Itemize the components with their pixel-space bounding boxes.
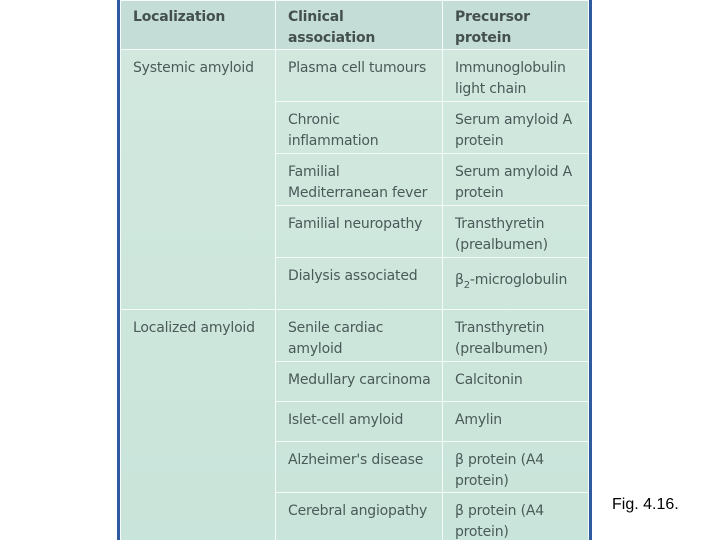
precursor-cell: Serum amyloid A protein — [443, 102, 589, 154]
precursor-cell: Serum amyloid A protein — [443, 154, 589, 206]
slide-sheet — [120, 0, 589, 540]
precursor-cell: Transthyretin (prealbumen) — [443, 310, 589, 362]
precursor-cell: Transthyretin (prealbumen) — [443, 206, 589, 258]
precursor-cell — [443, 258, 589, 310]
localization-cell: Systemic amyloid — [121, 50, 276, 310]
association-cell: Islet-cell amyloid — [276, 402, 443, 442]
association-cell: Senile cardiac amyloid — [276, 310, 443, 362]
association-cell: Familial neuropathy — [276, 206, 443, 258]
beta-symbol: β — [455, 272, 464, 288]
table-row — [121, 310, 589, 362]
slide-frame — [117, 0, 592, 540]
header-localization: Localization — [121, 1, 276, 50]
table-row — [121, 50, 589, 102]
association-cell: Alzheimer's disease — [276, 442, 443, 493]
association-cell: Medullary carcinoma — [276, 362, 443, 402]
amyloid-table — [120, 0, 589, 540]
precursor-cell: Calcitonin — [443, 362, 589, 402]
association-cell: Dialysis associated — [276, 258, 443, 310]
localization-cell: Localized amyloid — [121, 310, 276, 540]
subscript-2: 2 — [463, 280, 470, 291]
precursor-cell: Immunoglobulin light chain — [443, 50, 589, 102]
table-header-row — [121, 1, 589, 50]
header-precursor-protein: Precursor protein — [443, 1, 589, 50]
association-cell: Chronic inflammation — [276, 102, 443, 154]
figure-caption: Fig. 4.16. — [612, 496, 679, 513]
association-cell: Familial Mediterranean fever — [276, 154, 443, 206]
precursor-cell: Amylin — [443, 402, 589, 442]
precursor-cell: β protein (A4 protein) — [443, 442, 589, 493]
header-clinical-association: Clinical association — [276, 1, 443, 50]
precursor-cell: β protein (A4 protein) — [443, 493, 589, 540]
precursor-suffix: -microglobulin — [469, 272, 568, 288]
association-cell: Cerebral angiopathy — [276, 493, 443, 540]
association-cell: Plasma cell tumours — [276, 50, 443, 102]
